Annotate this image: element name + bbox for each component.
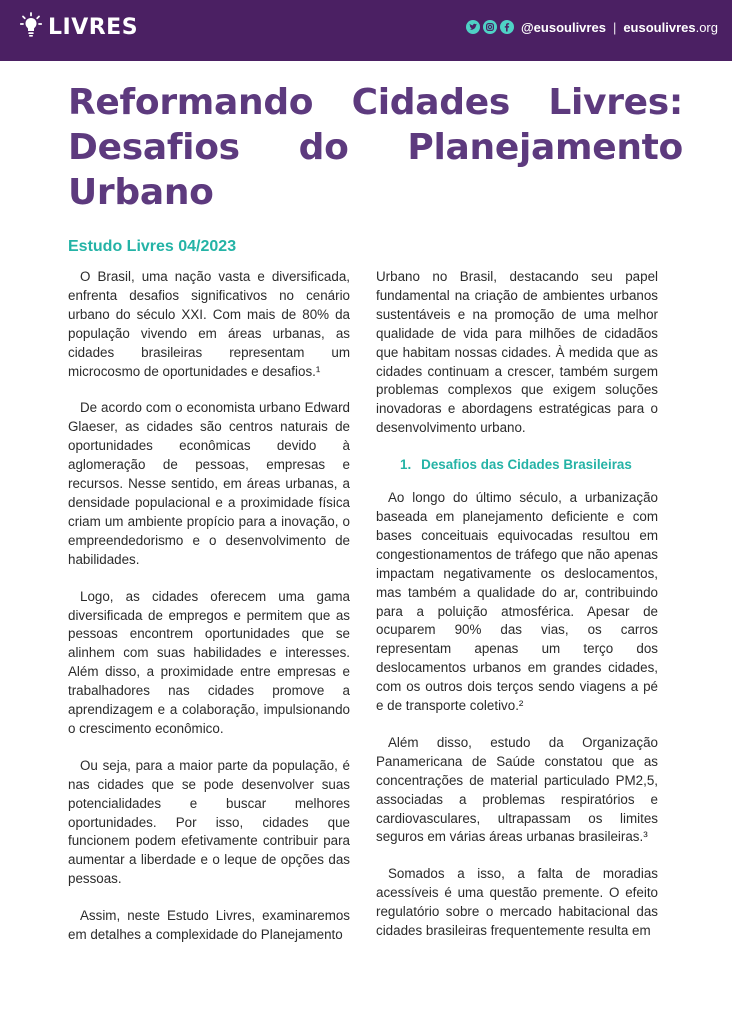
paragraph: De acordo com o economista urbano Edward Glaeser, as cidades são centros naturais de oportunidades econômicas devido à aglomeração de pessoas, empresas e recursos. Nesse sentido, em áreas urbanas, a densidade populacional e a proximidade física criam um ambiente propício para a inovação, o empreendedorismo e o desenvolvimento de habilidades.: [68, 400, 350, 567]
bulb-icon: [20, 12, 42, 43]
paragraph-continuation: Urbano no Brasil, destacando seu papel fundamental na criação de ambientes urbanos sustentáveis e na promoção de uma melhor qualidade de vida para milhões de cidadãos que habitam nossas cidades. À medida que as cidades continuam a crescer, também surgem problemas complexos que exigem soluções inovadoras e abordagens estratégicas para o desenvolvimento urbano.: [376, 269, 658, 436]
section-heading: [376, 456, 658, 475]
paragraph: Ao longo do último século, a urbanização baseada em planejamento deficiente e com bases conceituais equivocadas resultou em congestionamentos de tráfego que não apenas impactam negativamente os deslocamentos, mas também a qualidade do ar, contribuindo para a poluição atmosférica. Apesar de ocuparem 90% das vias, os carros representam apenas um terço dos deslocamentos urbanos em grandes cidades, com os outros dois terços sendo viagens a pé e de transporte coletivo.²: [376, 490, 658, 714]
paragraph: Somados a isso, a falta de moradias acessíveis é uma questão premente. O efeito regulatório sobre o mercado habitacional das cidades brasileiras frequentemente resulta em: [376, 866, 658, 939]
social-links: [466, 18, 718, 36]
brand-logo[interactable]: [20, 13, 138, 41]
article-title: Reformando Cidades Livres: Desafios do Planejamento Urbano: [68, 82, 683, 213]
paragraph: Logo, as cidades oferecem uma gama diversificada de empregos e permitem que as pessoas encontrem oportunidades que se alinhem com suas habilidades e interesses. Além disso, a proximidade entre empresas e trabalhadores nas cidades promove a aprendizagem e a colaboração, impulsionando o crescimento econômico.: [68, 588, 350, 736]
paragraph: Ou seja, para a maior parte da população, é nas cidades que se pode desenvolver suas potencialidades e buscar melhores oportunidades. Por isso, cidades que funcionem podem efetivamente contribuir para aumentar a liberdade e o leque de opções das pessoas.: [68, 757, 350, 887]
brand-name: LIVRES: [48, 14, 139, 40]
paragraph: Assim, neste Estudo Livres, examinaremos em detalhes a complexidade do Planejamento: [68, 908, 350, 943]
header-separator: |: [612, 19, 617, 35]
paragraph: O Brasil, uma nação vasta e diversificada, enfrenta desafios significativos no cenário urbano do século XXI. Com mais de 80% da população vivendo em áreas urbanas, as cidades brasileiras representam um microcosmo de oportunidades e desafios.¹: [68, 269, 350, 379]
study-subtitle: Estudo Livres 04/2023: [68, 238, 237, 255]
social-handle[interactable]: @eusoulivres: [521, 19, 606, 35]
page-header: [0, 0, 732, 61]
left-column: [68, 268, 350, 963]
section-number: 1.: [400, 457, 412, 473]
paragraph: Além disso, estudo da Organização Panamericana de Saúde constatou que as concentrações de material particulado PM2,5, associadas a problemas respiratórios e cardiovasculares, ultrapassam os limites seguros em várias áreas urbanas brasileiras.³: [376, 734, 658, 845]
website-link[interactable]: eusoulivres.org: [623, 19, 718, 35]
twitter-icon[interactable]: [466, 20, 480, 34]
right-column: [376, 268, 658, 959]
facebook-icon[interactable]: [500, 20, 514, 34]
instagram-icon[interactable]: [483, 20, 497, 34]
section-title: Desafios das Cidades Brasileiras: [421, 457, 632, 473]
